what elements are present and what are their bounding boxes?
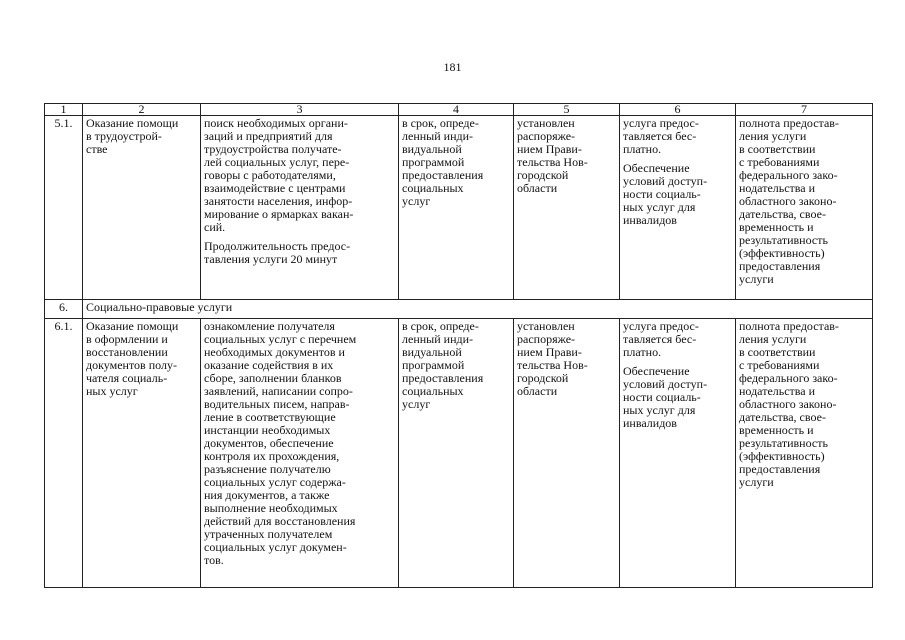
service-tariff-text: установлен распоряже- нием Прави- тельства Нов- городской области xyxy=(517,319,588,398)
header-cell: 7 xyxy=(736,104,873,116)
service-name xyxy=(83,319,201,588)
service-content xyxy=(201,319,399,588)
header-cell: 5 xyxy=(514,104,620,116)
service-tariff xyxy=(514,319,620,588)
conditions-access-text: Обеспечение условий доступ- ности социаль- ных услуг для инвалидов xyxy=(623,161,708,227)
header-row xyxy=(45,104,873,116)
service-term-text: в срок, опреде- ленный инди- видуальной программой предоставления социальных услуг xyxy=(402,319,484,411)
service-name-text: Оказание помощи в трудоустрой- стве xyxy=(86,116,179,156)
table-row xyxy=(45,116,873,300)
services-table xyxy=(44,103,873,588)
service-content xyxy=(201,116,399,300)
header-cell: 1 xyxy=(45,104,83,116)
service-name xyxy=(83,116,201,300)
service-term xyxy=(399,116,514,300)
service-tariff-text: установлен распоряже- нием Прави- тельства Нов- городской области xyxy=(517,116,588,195)
row-number: 6. xyxy=(45,300,83,319)
conditions-access-text: Обеспечение условий доступ- ности социаль- ных услуг для инвалидов xyxy=(623,364,708,430)
conditions-free-text: услуга предос- тавляется бес- платно. xyxy=(623,319,699,359)
service-indicators-text: полнота предостав- ления услуги в соответствии с требованиями федерального зако- нодательства и областного законо- дательства, свое- временность и результативность (эффективность) предоставления услуги xyxy=(739,319,839,489)
service-name-text: Оказание помощи в оформлении и восстановлении документов полу- чателя социаль- ных услуг xyxy=(86,319,179,398)
service-indicators xyxy=(736,116,873,300)
row-number: 5.1. xyxy=(45,116,83,300)
header-cell: 3 xyxy=(201,104,399,116)
service-term xyxy=(399,319,514,588)
conditions-free-text: услуга предос- тавляется бес- платно. xyxy=(623,116,699,156)
service-indicators-text: полнота предостав- ления услуги в соответствии с требованиями федерального зако- нодательства и областного законо- дательства, свое- временность и результативность (эффективность) предоставления услуги xyxy=(739,116,839,286)
header-cell: 2 xyxy=(83,104,201,116)
service-indicators xyxy=(736,319,873,588)
section-row xyxy=(45,300,873,319)
service-term-text: в срок, опреде- ленный инди- видуальной программой предоставления социальных услуг xyxy=(402,116,484,208)
service-content-text: поиск необходимых органи- заций и предприятий для трудоустройства получате- лей социальных услуг, пере- говоры с работодателями, взаимодействие с центрами занятости населения, инфор- мирование о ярмарках вакан- сий. xyxy=(204,116,354,234)
service-duration-text: Продолжительность предос- тавления услуги 20 минут xyxy=(204,239,351,266)
header-cell: 6 xyxy=(620,104,736,116)
service-conditions xyxy=(620,116,736,300)
header-cell: 4 xyxy=(399,104,514,116)
service-tariff xyxy=(514,116,620,300)
service-content-text: ознакомление получателя социальных услуг с перечнем необходимых документов и оказание содействия в их сборе, заполнении бланков заявлений, написании сопро- водительных писем, направ- ление в соответствующие инстанции необходимых документов, обеспечение контроля их прохождения, разъяснение получателю социальных услуг содержа- ния документов, а также выполнение необходимых действий для восстановления утраченных получателем социальных услуг докумен- тов. xyxy=(204,319,357,567)
service-conditions xyxy=(620,319,736,588)
row-number: 6.1. xyxy=(45,319,83,588)
section-title: Социально-правовые услуги xyxy=(83,300,873,319)
page-number: 181 xyxy=(443,60,462,74)
table-row xyxy=(45,319,873,588)
